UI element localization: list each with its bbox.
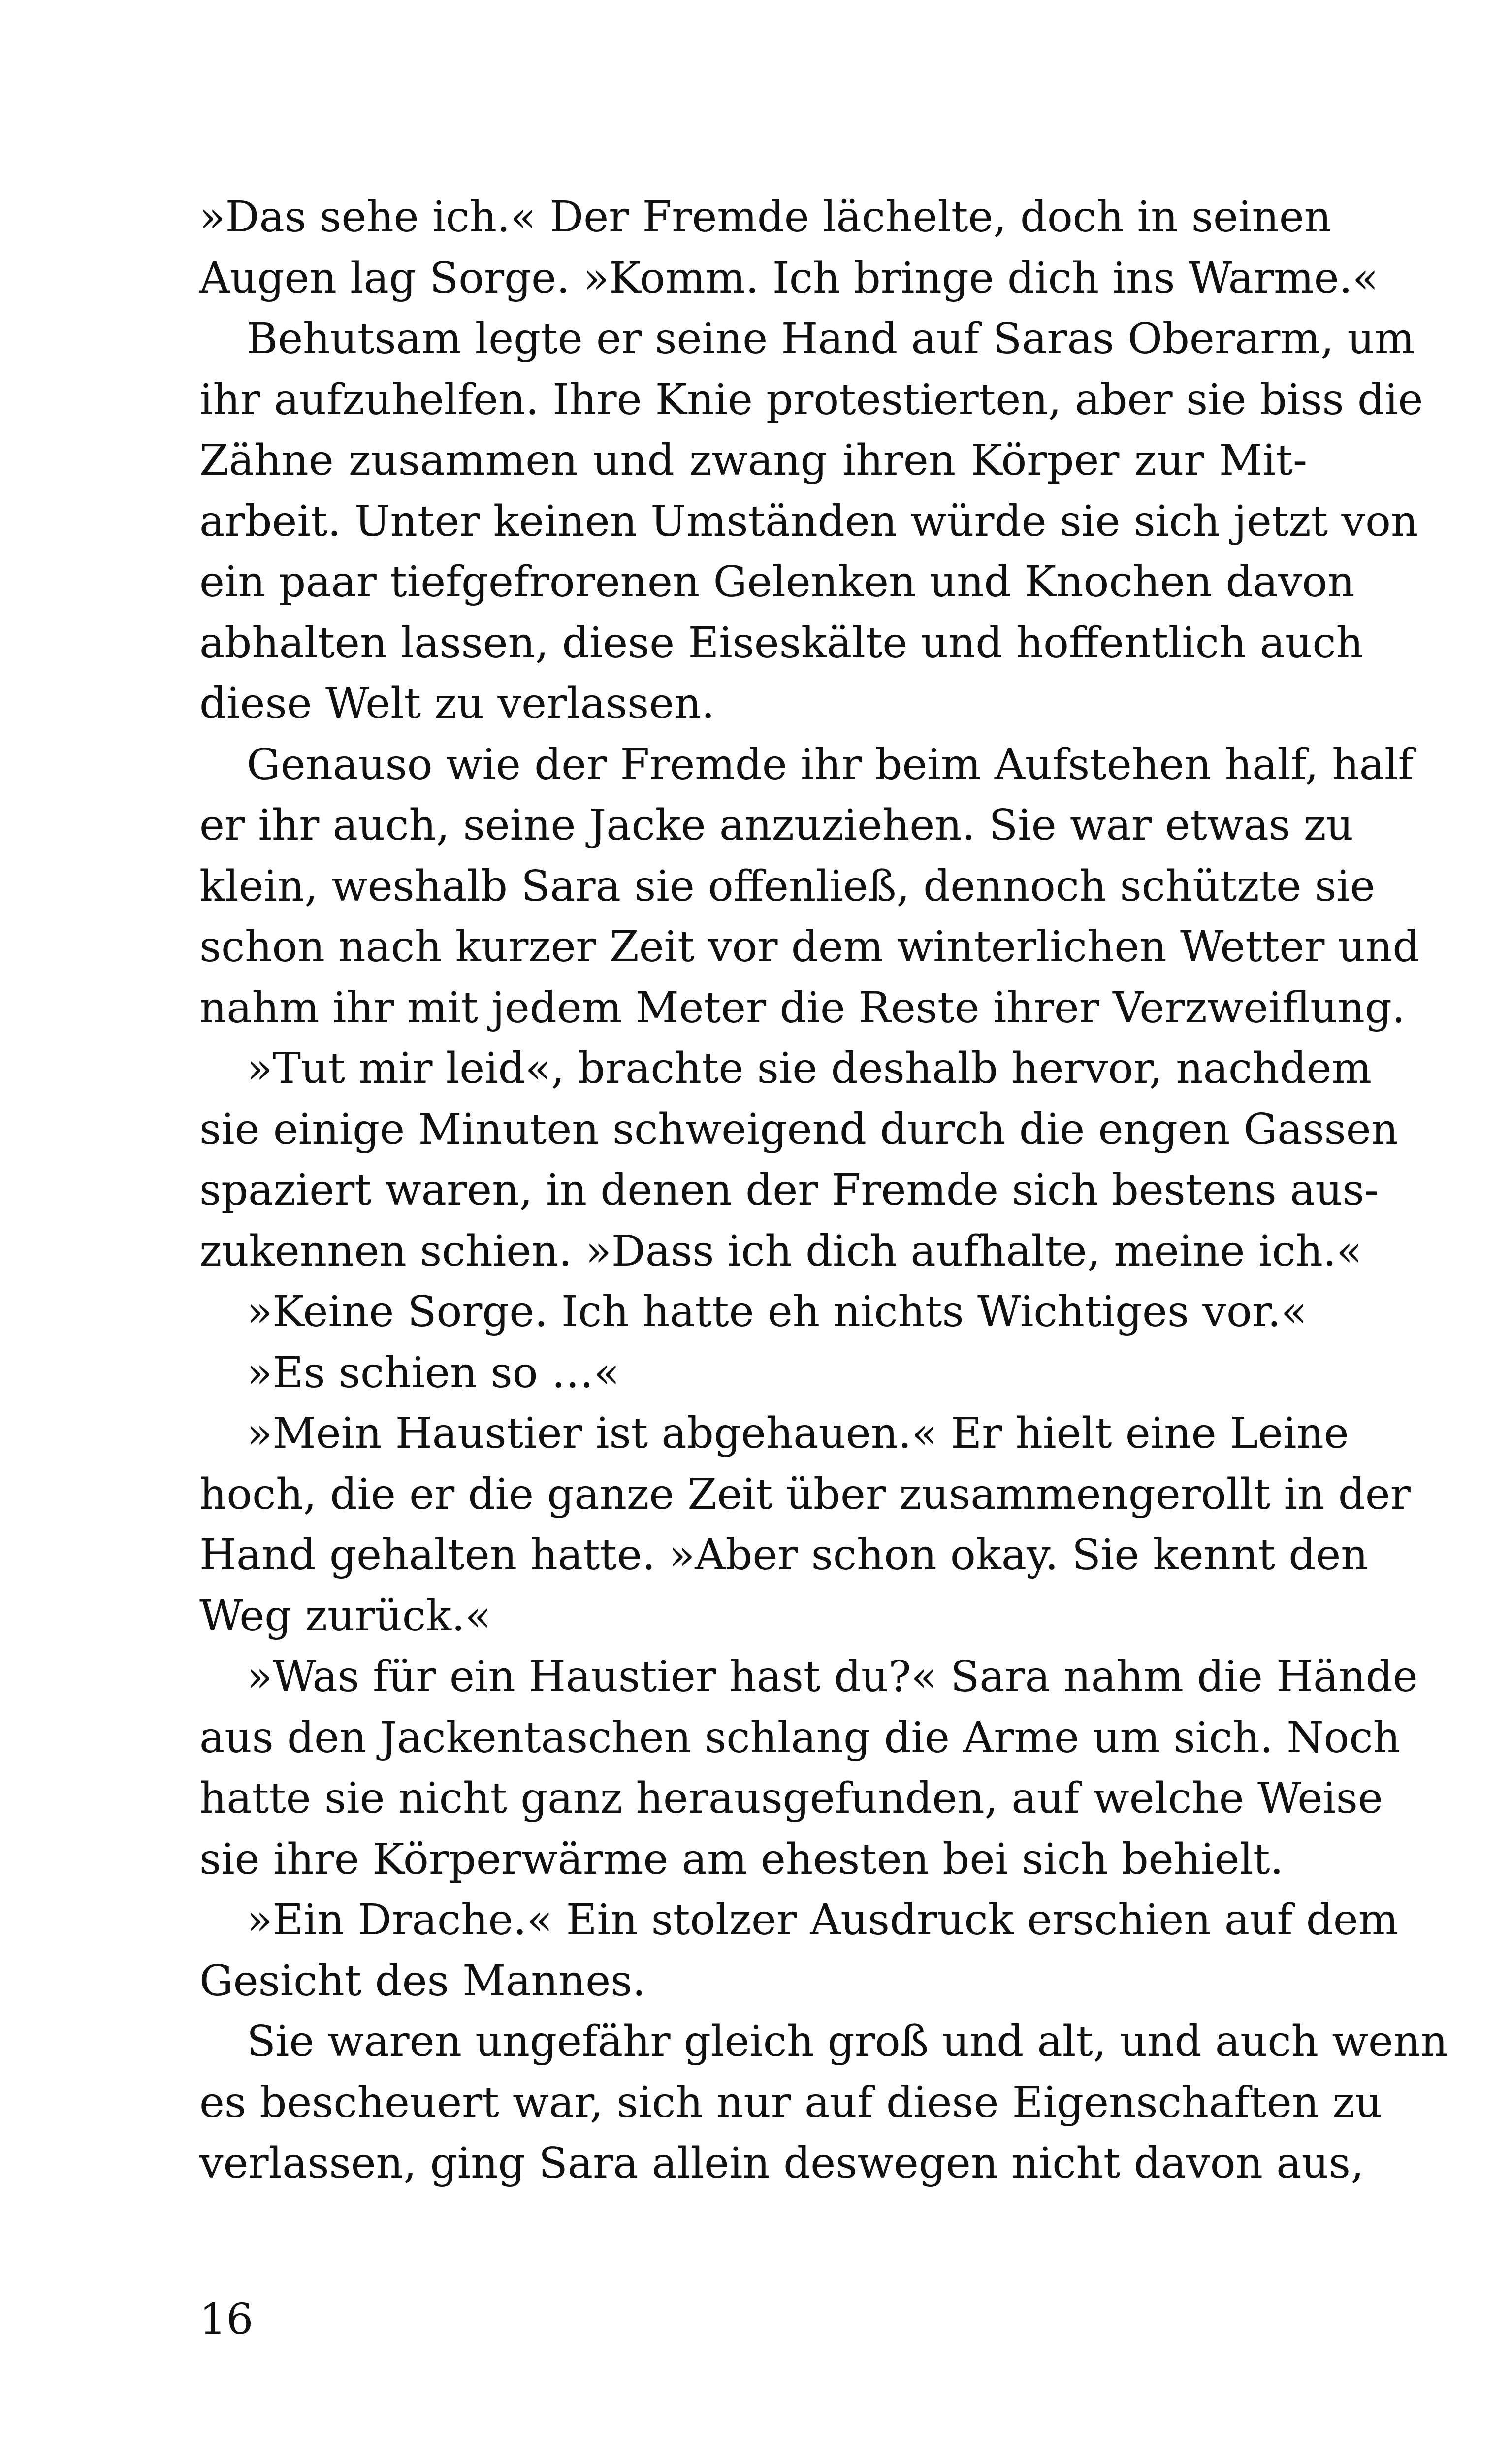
text-line: sie einige Minuten schweigend durch die engen Gassen: [199, 1105, 1399, 1154]
text-line: ein paar tiefgefrorenen Gelenken und Knochen davon: [199, 557, 1355, 607]
text-line: Augen lag Sorge. »Komm. Ich bringe dich ins Warme.«: [199, 253, 1379, 303]
text-line: Zähne zusammen und zwang ihren Körper zur Mit-: [199, 436, 1307, 485]
text-line: ihr aufzuhelfen. Ihre Knie protestierten, aber sie biss die: [199, 375, 1423, 424]
text-line: Sie waren ungefähr gleich groß und alt, und auch wenn: [247, 2017, 1448, 2066]
text-line: Genauso wie der Fremde ihr beim Aufstehen half, half: [247, 740, 1414, 789]
text-line: »Tut mir leid«, brachte sie deshalb hervor, nachdem: [247, 1044, 1372, 1093]
text-line: klein, weshalb Sara sie offenließ, dennoch schützte sie: [199, 861, 1375, 911]
text-line: diese Welt zu verlassen.: [199, 679, 715, 728]
text-line: »Es schien so …«: [247, 1348, 620, 1398]
text-line: es bescheuert war, sich nur auf diese Eigenschaften zu: [199, 2078, 1383, 2127]
text-line: »Das sehe ich.« Der Fremde lächelte, doch in seinen: [199, 193, 1332, 242]
text-line: Weg zurück.«: [199, 1591, 491, 1641]
text-line: nahm ihr mit jedem Meter die Reste ihrer Verzweiflung.: [199, 983, 1406, 1033]
text-line: hoch, die er die ganze Zeit über zusammengerollt in der: [199, 1469, 1411, 1519]
text-line: Behutsam legte er seine Hand auf Saras Oberarm, um: [247, 314, 1415, 363]
text-line: »Was für ein Haustier hast du?« Sara nahm die Hände: [247, 1652, 1418, 1701]
text-line: schon nach kurzer Zeit vor dem winterlichen Wetter und: [199, 922, 1420, 972]
text-line: »Keine Sorge. Ich hatte eh nichts Wichtiges vor.«: [247, 1287, 1307, 1336]
text-line: aus den Jackentaschen schlang die Arme um sich. Noch: [199, 1713, 1400, 1762]
text-line: Gesicht des Mannes.: [199, 1956, 646, 2006]
text-line: hatte sie nicht ganz herausgefunden, auf welche Weise: [199, 1774, 1383, 1823]
text-line: verlassen, ging Sara allein deswegen nicht davon aus,: [199, 2139, 1364, 2188]
text-line: Hand gehalten hatte. »Aber schon okay. Sie kennt den: [199, 1531, 1368, 1580]
text-line: er ihr auch, seine Jacke anzuziehen. Sie war etwas zu: [199, 801, 1353, 850]
text-line: »Mein Haustier ist abgehauen.« Er hielt eine Leine: [247, 1409, 1349, 1458]
text-line: sie ihre Körperwärme am ehesten bei sich behielt.: [199, 1834, 1284, 1884]
page-number: 16: [199, 2295, 254, 2344]
text-line: abhalten lassen, diese Eiseskälte und hoffentlich auch: [199, 618, 1363, 668]
text-line: arbeit. Unter keinen Umständen würde sie sich jetzt von: [199, 496, 1418, 546]
text-line: spaziert waren, in denen der Fremde sich bestens aus-: [199, 1166, 1379, 1215]
body-text: [199, 187, 1448, 2194]
text-line: »Ein Drache.« Ein stolzer Ausdruck erschien auf dem: [247, 1895, 1399, 1945]
text-line: zukennen schien. »Dass ich dich aufhalte, meine ich.«: [199, 1226, 1362, 1276]
